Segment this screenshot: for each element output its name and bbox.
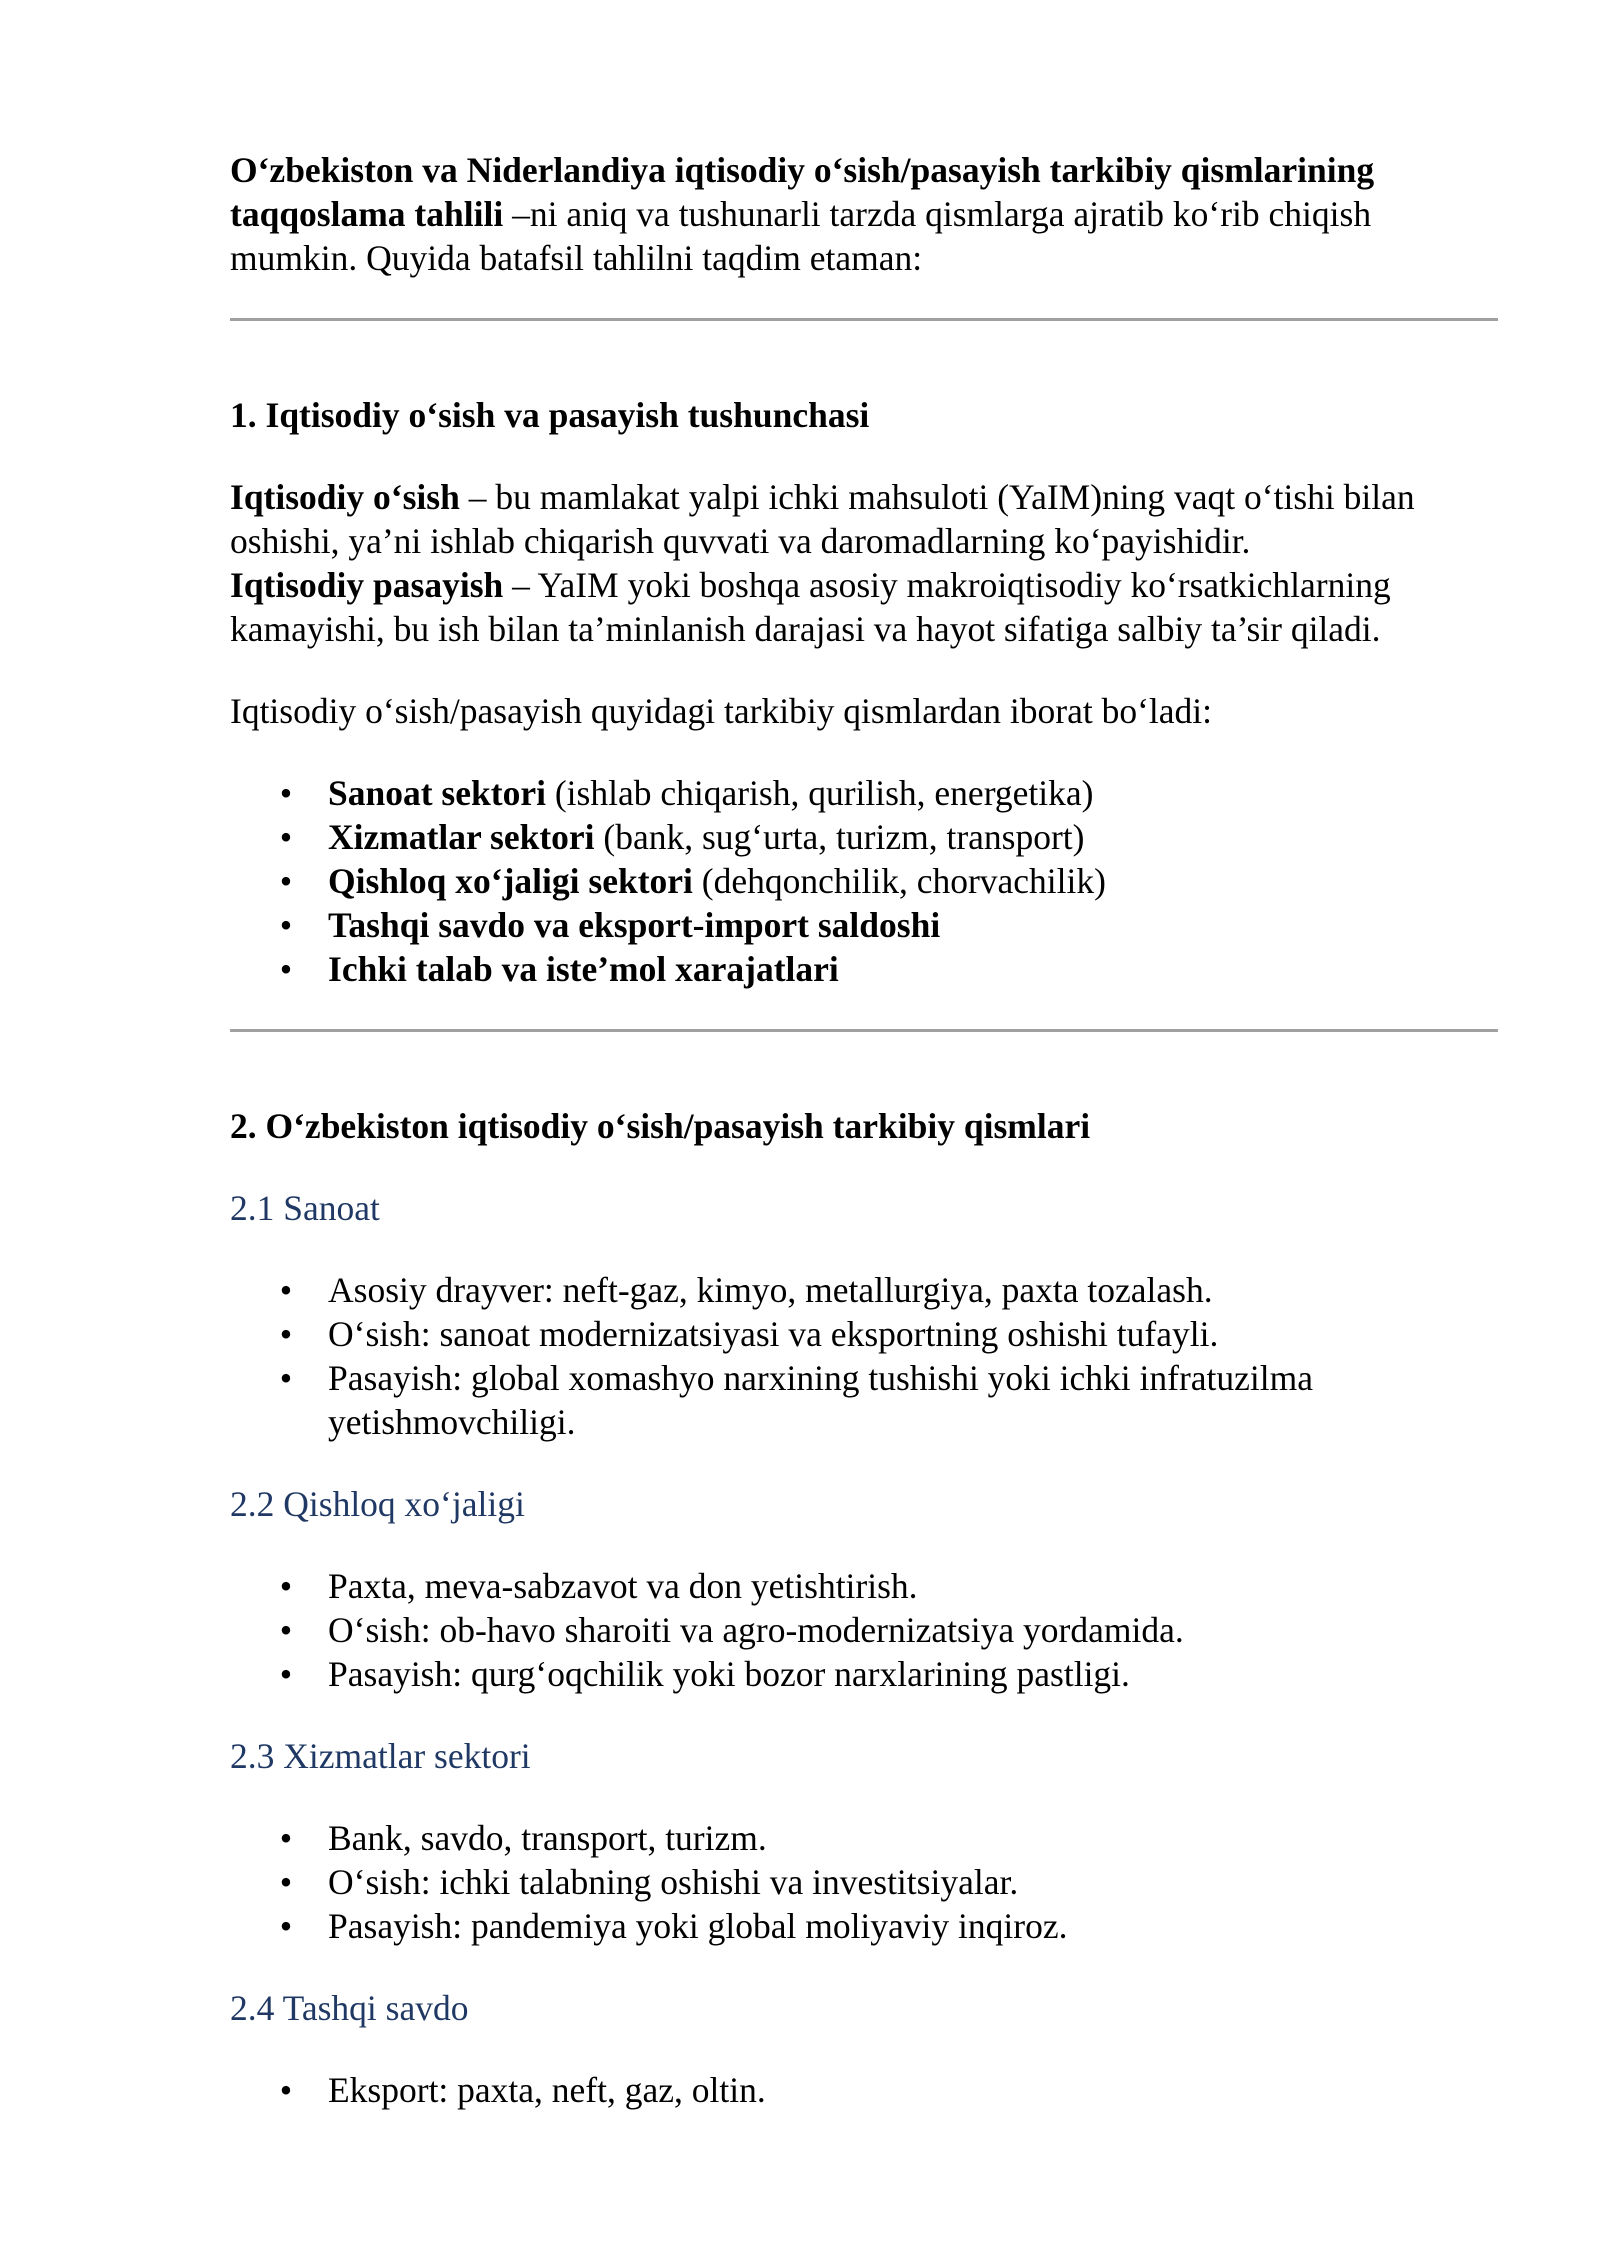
list-item-text: Paxta, meva-sabzavot va don yetishtirish. <box>328 1566 918 1606</box>
list-item <box>230 1816 1498 1860</box>
list-item-text: O‘sish: ichki talabning oshishi va investitsiyalar. <box>328 1862 1019 1902</box>
list-item-bold: Sanoat sektori <box>328 773 546 813</box>
list-item <box>230 1268 1498 1312</box>
bullet-icon: • <box>279 1610 293 1650</box>
list-item <box>230 903 1498 947</box>
subsection-2-1-list <box>230 1268 1498 1444</box>
document-body <box>230 148 1498 2112</box>
list-item <box>230 1608 1498 1652</box>
decline-definition: – YaIM yoki boshqa asosiy makroiqtisodiy ko‘rsatkichlarning kamayishi, bu ish bilan ta’minlanish darajasi va hayot sifatiga salbiy ta’sir qiladi. <box>230 565 1391 649</box>
growth-definition: – bu mamlakat yalpi ichki mahsuloti (YaIM)ning vaqt o‘tishi bilan oshishi, ya’ni ishlab chiqarish quvvati va daromadlarning ko‘payishidir. <box>230 477 1415 561</box>
list-item <box>230 2068 1498 2112</box>
list-item-bold: Ichki talab va iste’mol xarajatlari <box>328 949 839 989</box>
list-item <box>230 947 1498 991</box>
list-item-bold: Xizmatlar sektori <box>328 817 595 857</box>
list-item <box>230 1312 1498 1356</box>
subsection-2-3-heading: 2.3 Xizmatlar sektori <box>230 1736 531 1776</box>
list-item <box>230 1904 1498 1948</box>
bullet-icon: • <box>279 1314 293 1354</box>
list-item-bold: Qishloq xo‘jaligi sektori <box>328 861 693 901</box>
section-1-heading: 1. Iqtisodiy o‘sish va pasayish tushunchasi <box>230 395 870 435</box>
list-item-text: (ishlab chiqarish, qurilish, energetika) <box>545 773 1094 813</box>
bullet-icon: • <box>279 949 293 989</box>
list-item <box>230 1652 1498 1696</box>
list-item-text: Bank, savdo, transport, turizm. <box>328 1818 767 1858</box>
definitions-paragraph <box>230 475 1498 651</box>
subsection-2-3-list <box>230 1816 1498 1948</box>
list-item-text: Pasayish: qurg‘oqchilik yoki bozor narxlarining pastligi. <box>328 1654 1130 1694</box>
bullet-icon: • <box>279 817 293 857</box>
list-item-text: Eksport: paxta, neft, gaz, oltin. <box>328 2070 766 2110</box>
bullet-icon: • <box>279 1818 293 1858</box>
list-item-text: Pasayish: pandemiya yoki global moliyaviy inqiroz. <box>328 1906 1068 1946</box>
bullet-icon: • <box>279 1270 293 1310</box>
list-item <box>230 1860 1498 1904</box>
list-item-text: O‘sish: sanoat modernizatsiyasi va eksportning oshishi tufayli. <box>328 1314 1219 1354</box>
intro-paragraph <box>230 148 1498 280</box>
growth-term: Iqtisodiy o‘sish <box>230 477 460 517</box>
horizontal-rule <box>230 1029 1498 1032</box>
horizontal-rule <box>230 318 1498 321</box>
bullet-icon: • <box>279 861 293 901</box>
components-list <box>230 771 1498 991</box>
list-item-text: Asosiy drayver: neft-gaz, kimyo, metallurgiya, paxta tozalash. <box>328 1270 1213 1310</box>
subsection-2-4-heading: 2.4 Tashqi savdo <box>230 1988 469 2028</box>
bullet-icon: • <box>279 2070 293 2110</box>
intro-text: –ni aniq va tushunarli tarzda qismlarga ajratib ko‘rib chiqish mumkin. Quyida batafsil tahlilni taqdim etaman: <box>230 194 1372 278</box>
bullet-icon: • <box>279 1906 293 1946</box>
bullet-icon: • <box>279 773 293 813</box>
list-item <box>230 859 1498 903</box>
list-item-text: Pasayish: global xomashyo narxining tushishi yoki ichki infratuzilma yetishmovchiligi. <box>328 1358 1314 1442</box>
decline-term: Iqtisodiy pasayish <box>230 565 504 605</box>
bullet-icon: • <box>279 905 293 945</box>
list-item <box>230 1356 1498 1444</box>
intro-bold-title: O‘zbekiston va Niderlandiya iqtisodiy o‘sish/pasayish tarkibiy qismlarining taqqoslama tahlili <box>230 150 1375 234</box>
components-intro: Iqtisodiy o‘sish/pasayish quyidagi tarkibiy qismlardan iborat bo‘ladi: <box>230 691 1213 731</box>
bullet-icon: • <box>279 1862 293 1902</box>
bullet-icon: • <box>279 1654 293 1694</box>
list-item-text: (bank, sug‘urta, turizm, transport) <box>594 817 1085 857</box>
bullet-icon: • <box>279 1358 293 1398</box>
subsection-2-1-heading: 2.1 Sanoat <box>230 1188 380 1228</box>
subsection-2-2-list <box>230 1564 1498 1696</box>
section-2-heading: 2. O‘zbekiston iqtisodiy o‘sish/pasayish tarkibiy qismlari <box>230 1106 1091 1146</box>
list-item <box>230 771 1498 815</box>
subsection-2-2-heading: 2.2 Qishloq xo‘jaligi <box>230 1484 525 1524</box>
list-item-bold: Tashqi savdo va eksport-import saldoshi <box>328 905 941 945</box>
list-item <box>230 815 1498 859</box>
list-item <box>230 1564 1498 1608</box>
subsection-2-4-list <box>230 2068 1498 2112</box>
bullet-icon: • <box>279 1566 293 1606</box>
list-item-text: (dehqonchilik, chorvachilik) <box>692 861 1106 901</box>
list-item-text: O‘sish: ob-havo sharoiti va agro-modernizatsiya yordamida. <box>328 1610 1184 1650</box>
